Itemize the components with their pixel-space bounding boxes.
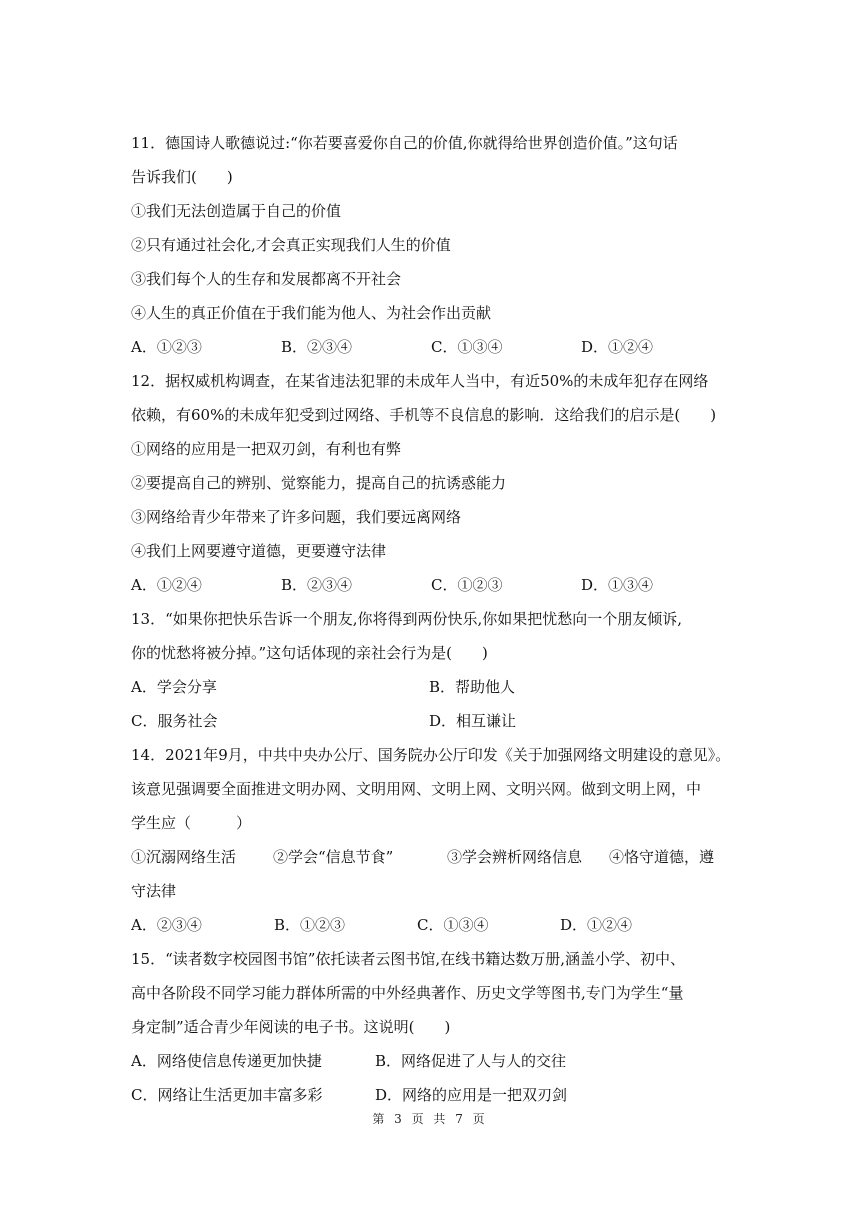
statement-item: ④我们上网要遵守道德，更要遵守法律 xyxy=(131,542,387,560)
page-footer: 第 3 页 共 7 页 xyxy=(372,1112,488,1126)
answer-options xyxy=(131,670,734,704)
option-d: D．①②④ xyxy=(560,916,633,934)
option-d: D．相互谦让 xyxy=(429,712,517,730)
option-b: B．网络促进了人与人的交往 xyxy=(375,1052,567,1070)
option-b: B．②③④ xyxy=(281,338,353,356)
answer-options xyxy=(131,1044,734,1078)
question-stem: 身定制”适合青少年阅读的电子书。这说明( ) xyxy=(131,1018,451,1036)
answer-options xyxy=(131,1078,734,1112)
answer-options xyxy=(131,568,734,602)
answer-options xyxy=(131,330,734,364)
question-stem: 高中各阶段不同学习能力群体所需的中外经典著作、历史文学等图书,专门为学生“量 xyxy=(131,984,684,1002)
option-a: A．①②③ xyxy=(131,338,202,356)
option-a: A．①②④ xyxy=(131,576,202,594)
statement-item: ③网络给青少年带来了许多问题，我们要远离网络 xyxy=(131,508,462,526)
answer-options xyxy=(131,704,734,738)
question-stem: 告诉我们( ) xyxy=(131,168,233,186)
statement-item: ②要提高自己的辨别、觉察能力，提高自己的抗诱惑能力 xyxy=(131,474,507,492)
statement-item: ②学会“信息节食” xyxy=(273,848,394,866)
question-stem: 11．德国诗人歌德说过:“你若要喜爱你自己的价值,你就得给世界创造价值。”这句话 xyxy=(131,134,678,152)
statement-item: ①我们无法创造属于自己的价值 xyxy=(131,202,342,220)
option-a: A．②③④ xyxy=(131,916,202,934)
statement-item: ④人生的真正价值在于我们能为他人、为社会作出贡献 xyxy=(131,304,492,322)
answer-options xyxy=(131,908,734,942)
option-c: C．①③④ xyxy=(431,338,503,356)
question-stem: 15．“读者数字校园图书馆”依托读者云图书馆,在线书籍达数万册,涵盖小学、初中、 xyxy=(131,950,685,968)
statement-row xyxy=(131,840,734,874)
question-11 xyxy=(131,126,734,364)
question-15 xyxy=(131,942,734,1112)
question-stem: 该意见强调要全面推进文明办网、文明用网、文明上网、文明兴网。做到文明上网，中 xyxy=(131,780,702,798)
option-d: D．①②④ xyxy=(581,338,654,356)
option-c: C．网络让生活更加丰富多彩 xyxy=(131,1086,323,1104)
option-a: A．网络使信息传递更加快捷 xyxy=(131,1052,322,1070)
option-c: C．①②③ xyxy=(431,576,503,594)
statement-item: ②只有通过社会化,才会真正实现我们人生的价值 xyxy=(131,236,451,254)
question-stem: 14．2021年9月，中共中央办公厅、国务院办公厅印发《关于加强网络文明建设的意见》。 xyxy=(131,746,731,764)
option-b: B．帮助他人 xyxy=(429,678,516,696)
option-c: C．服务社会 xyxy=(131,712,218,730)
option-b: B．②③④ xyxy=(281,576,353,594)
page-content xyxy=(131,126,734,1112)
question-stem: 13．“如果你把快乐告诉一个朋友,你将得到两份快乐,你如果把忧愁向一个朋友倾诉, xyxy=(131,610,683,628)
question-stem: 依赖，有60%的未成年犯受到过网络、手机等不良信息的影响．这给我们的启示是( ) xyxy=(131,406,717,424)
question-stem: 你的忧愁将被分掉。”这句话体现的亲社会行为是( ) xyxy=(131,644,488,662)
statement-continuation: 守法律 xyxy=(131,882,177,900)
question-stem: 12．据权威机构调查，在某省违法犯罪的未成年人当中，有近50%的未成年犯存在网络 xyxy=(131,372,709,390)
question-13 xyxy=(131,602,734,738)
question-stem: 学生应（ ） xyxy=(131,814,252,832)
question-12 xyxy=(131,364,734,602)
question-14 xyxy=(131,738,734,942)
option-d: D．网络的应用是一把双刃剑 xyxy=(375,1086,568,1104)
option-d: D．①③④ xyxy=(581,576,654,594)
option-c: C．①③④ xyxy=(417,916,489,934)
statement-item: ③学会辨析网络信息 xyxy=(447,848,583,866)
statement-item: ③我们每个人的生存和发展都离不开社会 xyxy=(131,270,402,288)
option-b: B．①②③ xyxy=(274,916,346,934)
option-a: A．学会分享 xyxy=(131,678,217,696)
statement-item: ①沉溺网络生活 xyxy=(131,848,237,866)
statement-item: ①网络的应用是一把双刃剑，有利也有弊 xyxy=(131,440,402,458)
statement-item: ④恪守道德，遵 xyxy=(609,848,715,866)
